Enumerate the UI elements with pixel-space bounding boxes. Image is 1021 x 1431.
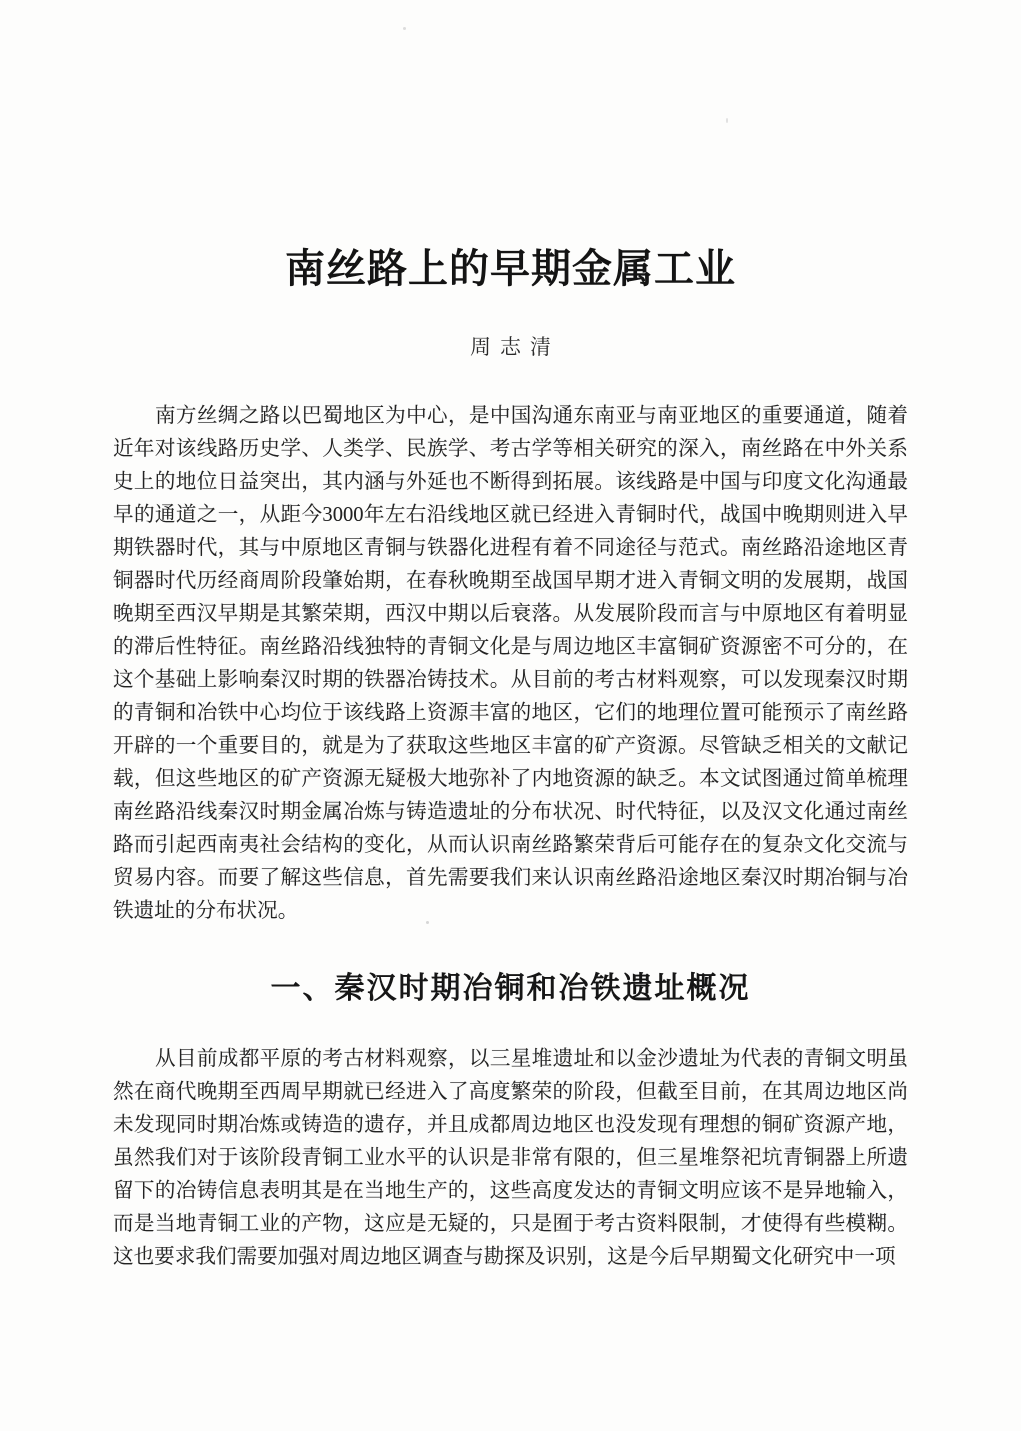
text-line: 史上的地位日益突出，其内涵与外延也不断得到拓展。该线路是中国与印度文化沟通最 <box>113 471 908 493</box>
text-line: 这个基础上影响秦汉时期的铁器冶铸技术。从目前的考古材料观察，可以发现秦汉时期 <box>113 669 908 691</box>
page-content <box>113 0 908 1274</box>
text-line: 虽然我们对于该阶段青铜工业水平的认识是非常有限的，但三星堆祭祀坑青铜器上所遗 <box>113 1147 908 1169</box>
text-line: 然在商代晚期至西周早期就已经进入了高度繁荣的阶段，但截至目前，在其周边地区尚 <box>113 1081 908 1103</box>
text-line: 铁遗址的分布状况。 <box>113 900 299 922</box>
text-line: 载，但这些地区的矿产资源无疑极大地弥补了内地资源的缺乏。本文试图通过简单梳理 <box>113 768 908 790</box>
section-1-heading: 一、秦汉时期冶铜和冶铁遗址概况 <box>270 972 751 1005</box>
article-author: 周志清 <box>470 335 560 359</box>
article-title: 南丝路上的早期金属工业 <box>285 246 736 291</box>
text-line: 的滞后性特征。南丝路沿线独特的青铜文化是与周边地区丰富铜矿资源密不可分的，在 <box>113 636 908 658</box>
intro-paragraph <box>113 400 908 928</box>
text-line: 期铁器时代，其与中原地区青铜与铁器化进程有着不同途径与范式。南丝路沿途地区青 <box>113 537 908 559</box>
text-line: 未发现同时期冶炼或铸造的遗存，并且成都周边地区也没发现有理想的铜矿资源产地， <box>113 1114 908 1136</box>
text-line: 南丝路沿线秦汉时期金属冶炼与铸造遗址的分布状况、时代特征，以及汉文化通过南丝 <box>113 801 908 823</box>
text-line: 贸易内容。而要了解这些信息，首先需要我们来认识南丝路沿途地区秦汉时期冶铜与冶 <box>113 867 908 889</box>
text-line: 留下的冶铸信息表明其是在当地生产的，这些高度发达的青铜文明应该不是异地输入， <box>113 1180 908 1202</box>
text-line: 开辟的一个重要目的，就是为了获取这些地区丰富的矿产资源。尽管缺乏相关的文献记 <box>113 735 908 757</box>
text-line: 从目前成都平原的考古材料观察，以三星堆遗址和以金沙遗址为代表的青铜文明虽 <box>155 1048 908 1070</box>
text-line: 而是当地青铜工业的产物，这应是无疑的，只是囿于考古资料限制，才使得有些模糊。 <box>113 1213 908 1235</box>
text-line: 这也要求我们需要加强对周边地区调查与勘探及识别，这是今后早期蜀文化研究中一项 <box>113 1246 896 1268</box>
text-line: 南方丝绸之路以巴蜀地区为中心，是中国沟通东南亚与南亚地区的重要通道，随着 <box>155 405 908 427</box>
section-1-paragraph <box>113 1043 908 1274</box>
text-line: 早的通道之一，从距今3000年左右沿线地区就已经进入青铜时代，战国中晚期则进入早 <box>113 504 908 526</box>
text-line: 近年对该线路历史学、人类学、民族学、考古学等相关研究的深入，南丝路在中外关系 <box>113 438 908 460</box>
text-line: 的青铜和冶铁中心均位于该线路上资源丰富的地区，它们的地理位置可能预示了南丝路 <box>113 702 908 724</box>
text-line: 路而引起西南夷社会结构的变化，从而认识南丝路繁荣背后可能存在的复杂文化交流与 <box>113 834 908 856</box>
text-line: 铜器时代历经商周阶段肇始期，在春秋晚期至战国早期才进入青铜文明的发展期，战国 <box>113 570 908 592</box>
text-line: 晚期至西汉早期是其繁荣期，西汉中期以后衰落。从发展阶段而言与中原地区有着明显 <box>113 603 908 625</box>
